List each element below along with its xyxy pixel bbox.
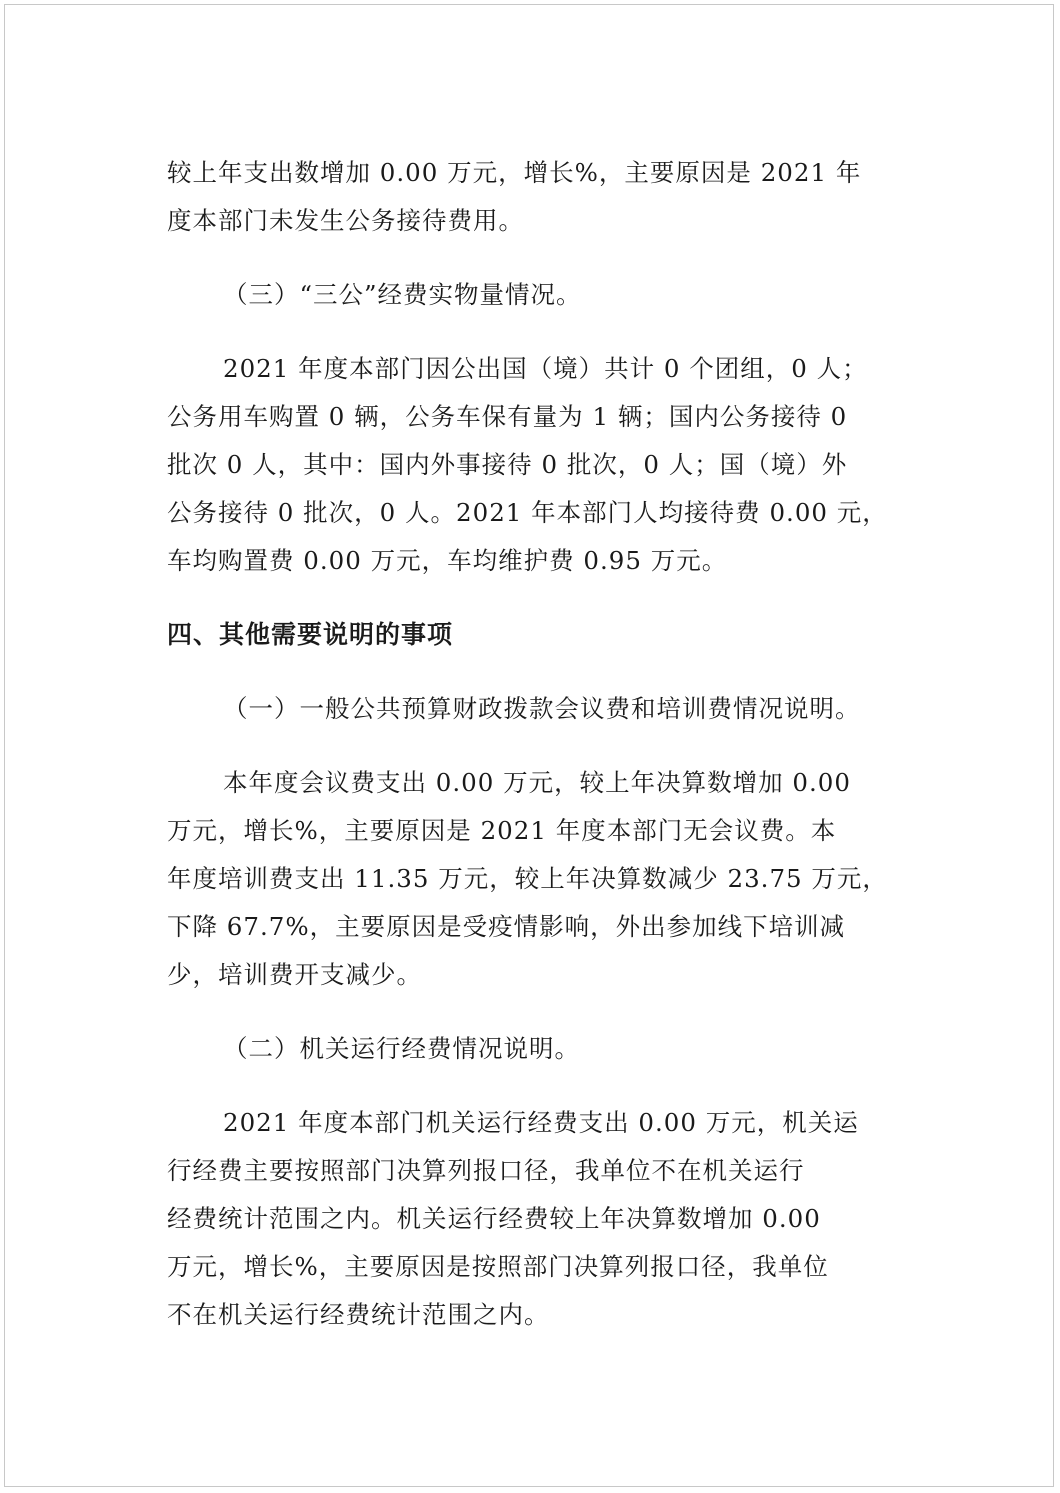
paragraph-meeting-training	[167, 759, 907, 999]
text-line: 公务接待 0 批次，0 人。2021 年本部门人均接待费 0.00 元，	[167, 498, 888, 527]
text-line: 较上年支出数增加 0.00 万元，增长%，主要原因是 2021 年	[167, 158, 862, 187]
paragraph-physical-quantity	[167, 345, 907, 585]
text-line: 2021 年度本部门机关运行经费支出 0.00 万元，机关运	[223, 1108, 859, 1137]
document-page	[4, 4, 1054, 1487]
text-line: （三）“三公”经费实物量情况。	[223, 280, 582, 309]
text-line: 年度培训费支出 11.35 万元，较上年决算数减少 23.75 万元，	[167, 864, 888, 893]
text-line: 万元，增长%，主要原因是按照部门决算列报口径，我单位	[167, 1252, 829, 1281]
section-heading-other-matters	[167, 611, 907, 659]
paragraph-reception-reason	[167, 149, 907, 245]
subheading-operating-expenses	[167, 1025, 907, 1073]
text-line: 度本部门未发生公务接待费用。	[167, 206, 524, 235]
paragraph-operating-expenses	[167, 1099, 907, 1339]
text-line: 行经费主要按照部门决算列报口径，我单位不在机关运行	[167, 1156, 805, 1185]
text-line: 不在机关运行经费统计范围之内。	[167, 1300, 550, 1329]
text-line: 本年度会议费支出 0.00 万元，较上年决算数增加 0.00	[223, 768, 851, 797]
subheading-physical-quantity	[167, 271, 907, 319]
text-line: 经费统计范围之内。机关运行经费较上年决算数增加 0.00	[167, 1204, 821, 1233]
text-line: 万元，增长%，主要原因是 2021 年度本部门无会议费。本	[167, 816, 837, 845]
text-line: 公务用车购置 0 辆，公务车保有量为 1 辆；国内公务接待 0	[167, 402, 848, 431]
subheading-meeting-training	[167, 685, 907, 733]
text-line: 四、其他需要说明的事项	[167, 620, 454, 649]
text-line: 批次 0 人，其中：国内外事接待 0 批次，0 人；国（境）外	[167, 450, 848, 479]
document-body	[167, 149, 907, 1339]
text-line: 少，培训费开支减少。	[167, 960, 422, 989]
text-line: 下降 67.7%，主要原因是受疫情影响，外出参加线下培训减	[167, 912, 846, 941]
text-line: （一）一般公共预算财政拨款会议费和培训费情况说明。	[223, 694, 861, 723]
text-line: 车均购置费 0.00 万元，车均维护费 0.95 万元。	[167, 546, 728, 575]
text-line: （二）机关运行经费情况说明。	[223, 1034, 580, 1063]
text-line: 2021 年度本部门因公出国（境）共计 0 个团组，0 人；	[223, 354, 868, 383]
